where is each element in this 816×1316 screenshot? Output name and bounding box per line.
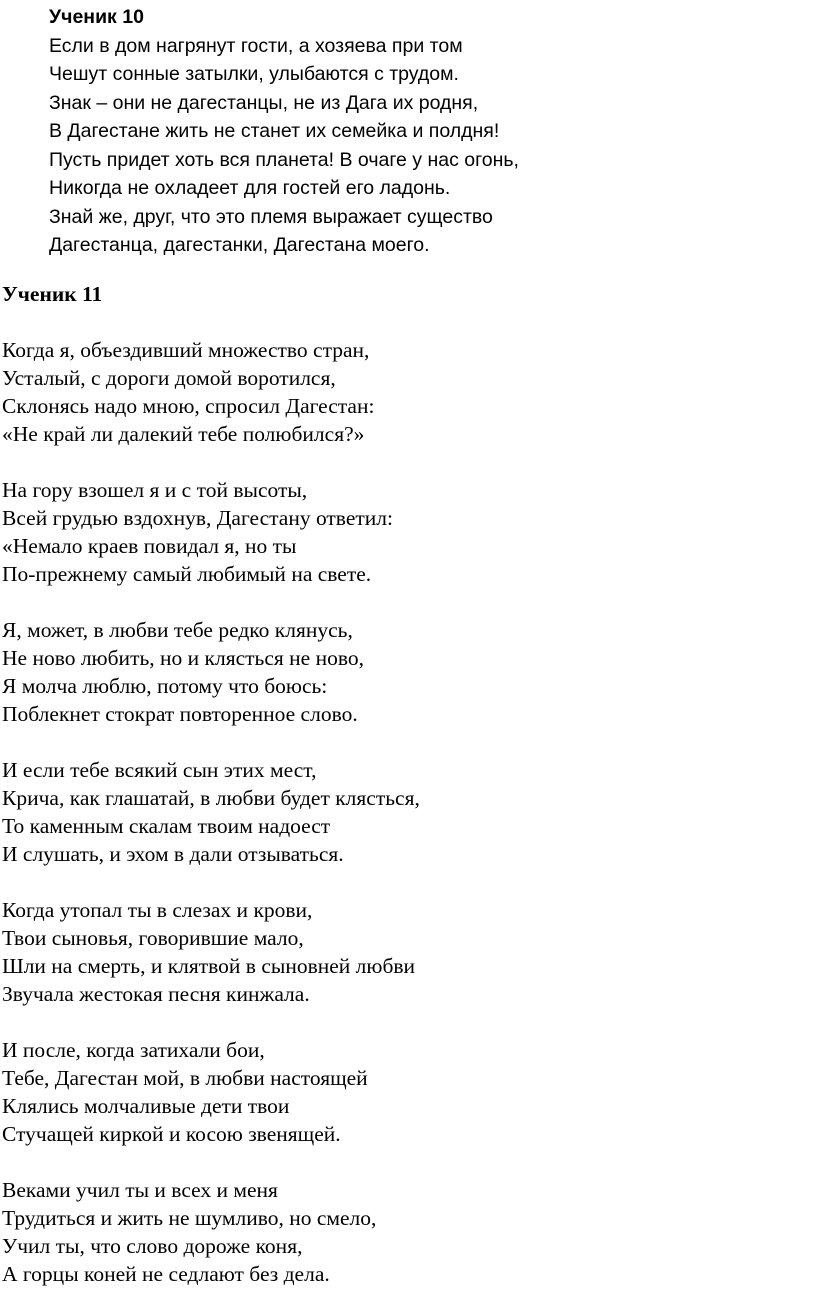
poem-line: Когда я, объездивший множество стран, [2,338,370,362]
poem-line: «Не край ли далекий тебе полюбился?» [2,422,365,446]
stanza [2,896,420,1008]
stanza [2,476,420,588]
poem-line: Не ново любить, но и клясться не ново, [2,646,364,670]
stanza [2,1176,420,1288]
poem-line: Дагестанца, дагестанки, Дагестана моего. [49,234,430,256]
poem-line: Усталый, с дороги домой воротился, [2,366,336,390]
poem-line: И если тебе всякий сын этих мест, [2,758,317,782]
poem-line: Чешут сонные затылки, улыбаются с трудом. [49,63,459,85]
poem-line: Пусть придет хоть вся планета! В очаге у нас огонь, [49,148,519,171]
poem-line: Когда утопал ты в слезах и крови, [2,898,313,922]
poem-line: Трудиться и жить не шумливо, но смело, [2,1206,377,1230]
poem-line: Поблекнет стократ повторенное слово. [2,702,358,726]
student-11-section [2,280,420,1316]
poem-line: По-прежнему самый любимый на свете. [2,562,372,586]
poem-line: Знак – они не дагестанцы, не из Дага их родня, [49,91,479,114]
poem-line: Крича, как глашатай, в любви будет клясться, [2,786,420,810]
poem-line: И после, когда затихали бои, [2,1038,265,1062]
poem-line: «Немало краев повидал я, но ты [2,534,297,558]
poem-line: В Дагестане жить не станет их семейка и полдня! [49,120,500,142]
poem-line: Всей грудью вздохнув, Дагестану ответил: [2,506,393,530]
poem-line: А горцы коней не седлают без дела. [2,1262,330,1286]
poem-line: Склонясь надо мною, спросил Дагестан: [2,394,375,418]
poem-line: Я молча люблю, потому что боюсь: [2,674,328,698]
poem-line: Твои сыновья, говорившие мало, [2,926,304,950]
poem-line: Стучащей киркой и косою звенящей. [2,1122,341,1146]
student-10-title: Ученик 10 [49,6,144,28]
poem-line: То каменным скалам твоим надоест [2,814,331,838]
student-11-title: Ученик 11 [2,282,103,306]
poem-line: На гору взошел я и с той высоты, [2,478,308,502]
poem-line: И слушать, и эхом в дали отзываться. [2,842,344,866]
stanza [2,336,420,448]
poem-line: Тебе, Дагестан мой, в любви настоящей [2,1066,368,1090]
poem-line: Я, может, в любви тебе редко клянусь, [2,618,353,642]
student-10-section [49,3,519,260]
stanza [2,616,420,728]
poem-line: Шли на смерть, и клятвой в сыновней любви [2,954,416,978]
poem-line: Клялись молчаливые дети твои [2,1094,290,1118]
poem-line: Учил ты, что слово дороже коня, [2,1234,303,1258]
stanza [2,756,420,868]
poem-line: Если в дом нагрянут гости, а хозяева при том [49,34,463,57]
poem-line: Веками учил ты и всех и меня [2,1178,278,1202]
poem-line: Знай же, друг, что это племя выражает существо [49,205,493,228]
poem-line: Никогда не охладеет для гостей его ладонь. [49,177,451,199]
poem-line: Звучала жестокая песня кинжала. [2,982,310,1006]
stanza [2,1036,420,1148]
